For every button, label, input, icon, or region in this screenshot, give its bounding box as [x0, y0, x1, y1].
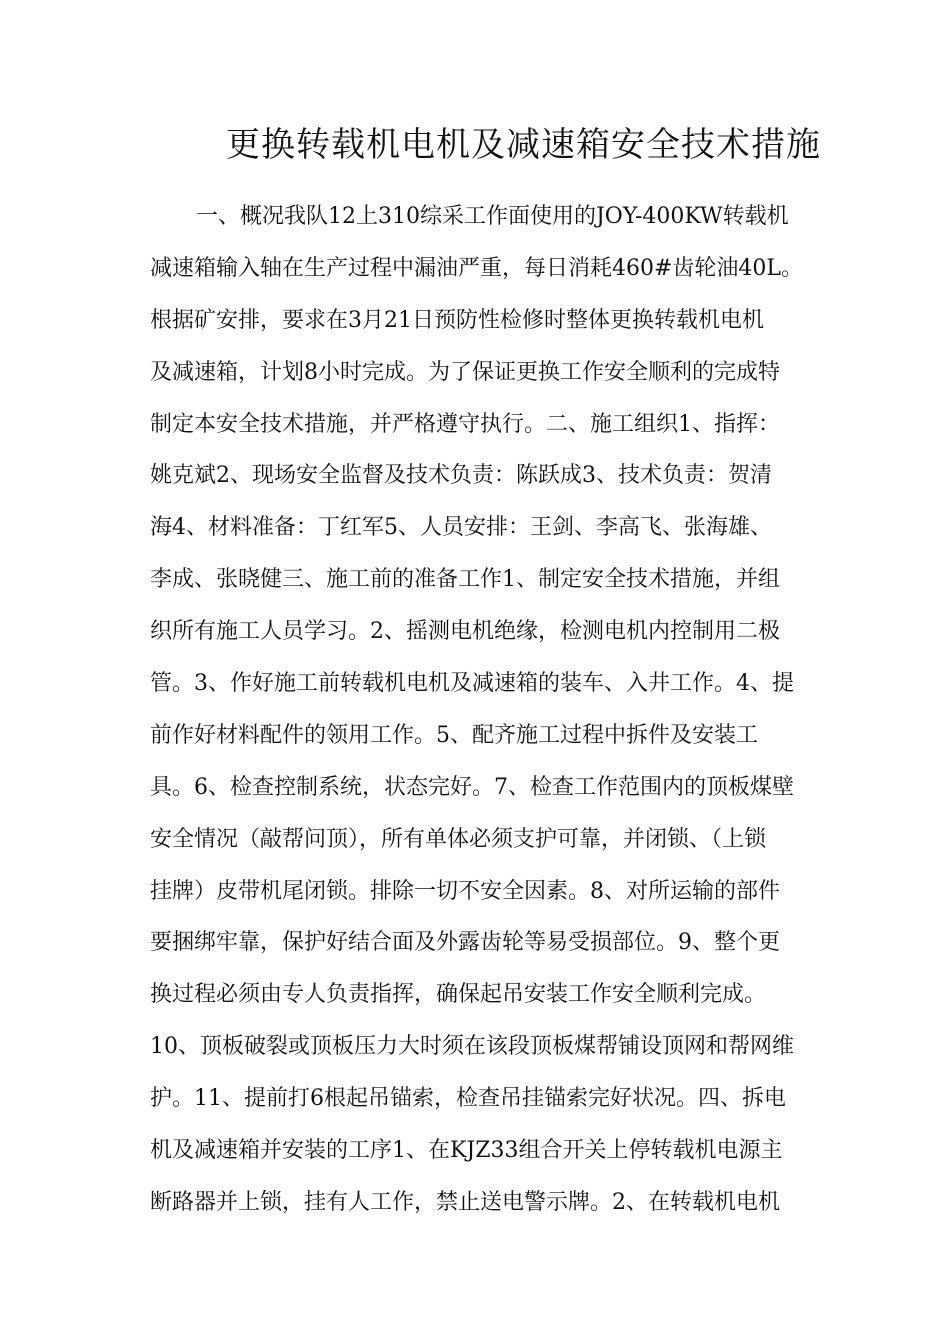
body-line: 一、概况我队12上310综采工作面使用的JOY-400KW转载机	[196, 204, 789, 229]
body-line: 10、顶板破裂或顶板压力大时须在该段顶板煤帮铺设顶网和帮网维	[150, 1034, 794, 1060]
body-line: 挂牌）皮带机尾闭锁。排除一切不安全因素。8、对所运输的部件	[150, 878, 780, 904]
body-line: 换过程必须由专人负责指挥，确保起吊安装工作安全顺利完成。	[150, 982, 767, 1008]
body-line: 织所有施工人员学习。2、摇测电机绝缘，检测电机内控制用二极	[150, 619, 780, 645]
document-body	[150, 191, 810, 1229]
body-line: 断路器并上锁，挂有人工作，禁止送电警示牌。2、在转载机电机	[150, 1189, 780, 1215]
body-line: 前作好材料配件的领用工作。5、配齐施工过程中拆件及安装工	[150, 722, 758, 748]
body-line: 具。6、检查控制系统，状态完好。7、检查工作范围内的顶板煤壁	[150, 774, 794, 800]
document-title: 更换转载机电机及减速箱安全技术措施	[226, 125, 821, 165]
body-line: 机及减速箱并安装的工序1、在KJZ33组合开关上停转载机电源主	[150, 1138, 783, 1164]
body-line: 管。3、作好施工前转载机电机及减速箱的装车、入井工作。4、提	[150, 671, 794, 697]
body-line: 要捆绑牢靠，保护好结合面及外露齿轮等易受损部位。9、整个更	[150, 930, 780, 956]
body-line: 制定本安全技术措施，并严格遵守执行。二、施工组织1、指挥：	[150, 411, 780, 437]
body-line: 护。11、提前打6根起吊锚索，检查吊挂锚索完好状况。四、拆电	[150, 1086, 786, 1112]
body-line: 及减速箱，计划8小时完成。为了保证更换工作安全顺利的完成特	[150, 359, 780, 385]
body-line: 减速箱输入轴在生产过程中漏油严重，每日消耗460#齿轮油40L。	[150, 255, 804, 281]
body-line: 安全情况（敲帮问顶），所有单体必须支护可靠，并闭锁、（上锁	[150, 826, 767, 852]
body-line: 李成、张晓健三、施工前的准备工作1、制定安全技术措施，并组	[150, 567, 780, 593]
body-line: 海4、材料准备：丁红军5、人员安排：王剑、李高飞、张海雄、	[150, 515, 772, 541]
body-line: 根据矿安排，要求在3月21日预防性检修时整体更换转载机电机	[150, 307, 764, 333]
body-line: 姚克斌2、现场安全监督及技术负责：陈跃成3、技术负责：贺清	[150, 463, 772, 489]
